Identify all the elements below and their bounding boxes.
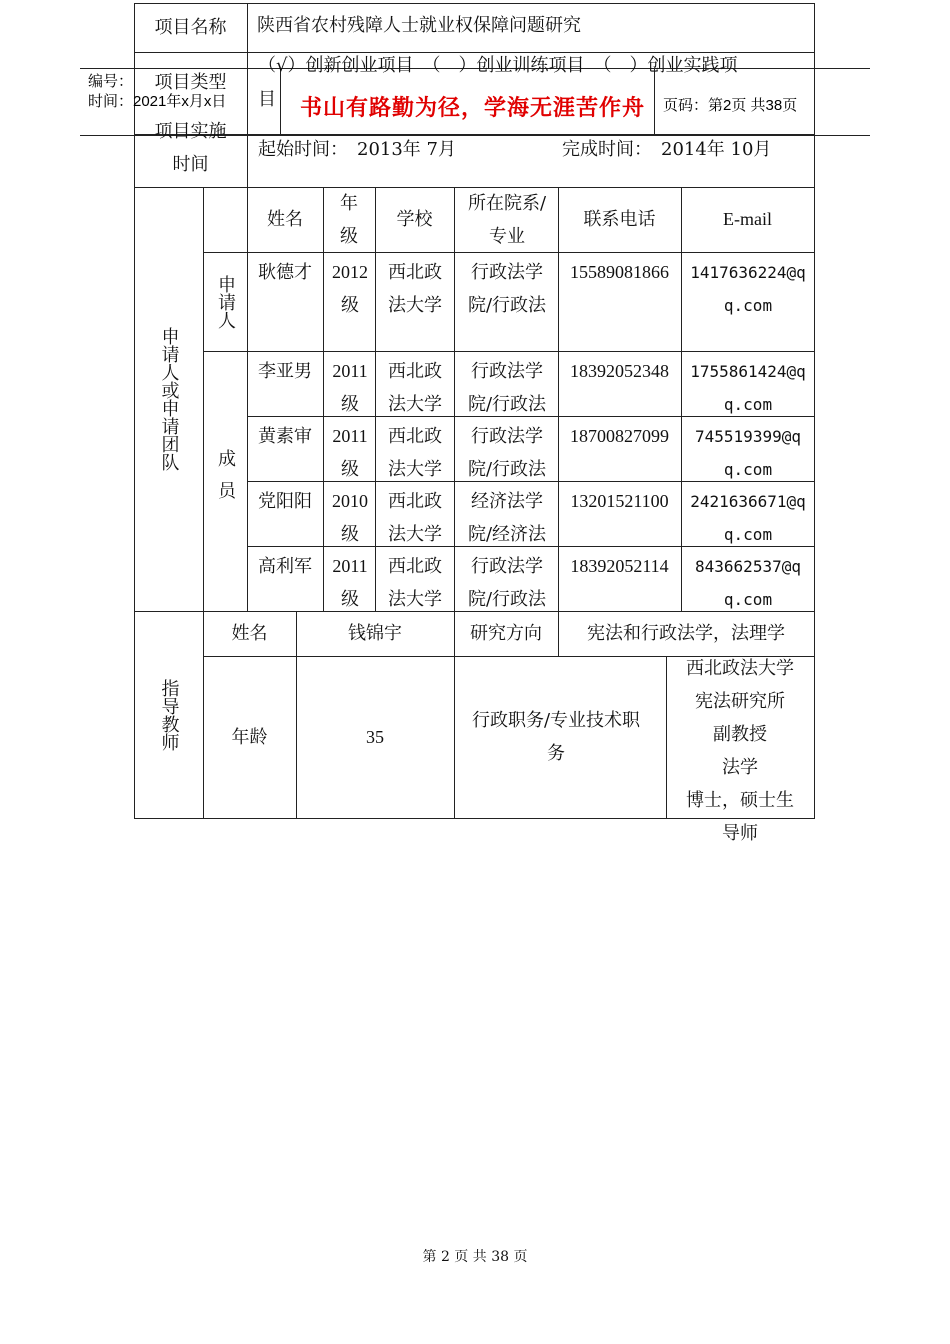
table-row-phone: 13201521100 — [570, 491, 669, 511]
position-value-line: 博士，硕士生 — [686, 790, 794, 811]
advisor-label: 指导教师 — [158, 679, 180, 751]
col-header-phone: 联系电话 — [583, 209, 656, 230]
col-header-email: E-mail — [723, 209, 772, 229]
table-row-name: 高利军 — [258, 556, 312, 577]
table-row-phone: 15589081866 — [570, 262, 669, 282]
table-row-name: 李亚男 — [258, 361, 312, 382]
table-row-school: 西北政法大学 — [388, 361, 442, 415]
members-label: 成员 — [215, 449, 236, 513]
project-type-options: （√）创新创业项目 （ ）创业训练项目 （ ）创业实践项 — [258, 55, 738, 76]
document-time-label: 时间：2021年x月x日 — [88, 93, 227, 110]
table-row-email: 843662537@qq.com — [695, 557, 801, 609]
table-row-dept: 行政法学院/行政法 — [467, 361, 547, 415]
table-row-phone: 18700827099 — [570, 426, 669, 446]
document-number-label: 编号： — [88, 73, 134, 90]
header-page-label: 页码：第2页 共38页 — [663, 97, 798, 114]
position-value-line: 导师 — [722, 823, 758, 844]
age-value: 35 — [366, 726, 384, 747]
project-name-value: 陕西省农村残障人士就业权保障问题研究 — [257, 15, 581, 36]
table-row-email: 2421636671@qq.com — [690, 492, 806, 544]
table-row-school: 西北政法大学 — [388, 262, 442, 316]
table-row-phone: 18392052348 — [570, 361, 669, 381]
position-value-line: 法学 — [722, 757, 758, 778]
header-slogan: 书山有路勤为径，学海无涯苦作舟 — [300, 96, 646, 121]
table-row-name: 黄素审 — [258, 426, 312, 447]
table-row-school: 西北政法大学 — [388, 556, 442, 610]
table-row-dept: 行政法学院/行政法 — [467, 262, 547, 316]
col-header-grade: 年级 — [340, 192, 358, 247]
position-value-line: 西北政法大学 — [686, 658, 794, 679]
table-row-email: 1417636224@qq.com — [690, 263, 806, 315]
project-name-label: 项目名称 — [154, 17, 227, 38]
table-row-school: 西北政法大学 — [388, 426, 442, 480]
footer-page-number: 第 2 页 共 38 页 — [422, 1249, 528, 1265]
table-row-email: 1755861424@qq.com — [690, 362, 806, 414]
impl-time-label-line2: 时间 — [172, 154, 209, 175]
advisor-name-label: 姓名 — [231, 623, 268, 644]
research-direction-label: 研究方向 — [470, 623, 542, 644]
table-row-school: 西北政法大学 — [388, 491, 442, 545]
research-direction-value: 宪法和行政法学，法理学 — [587, 623, 785, 644]
impl-time-label-line1: 项目实施 — [154, 121, 227, 142]
table-row-name: 耿德才 — [258, 262, 312, 283]
table-row-dept: 经济法学院/经济法 — [467, 491, 547, 545]
advisor-name: 钱锦宇 — [348, 623, 402, 644]
col-header-school: 学校 — [396, 209, 433, 230]
table-row-email: 745519399@qq.com — [695, 427, 801, 479]
project-type-overflow: 目 — [258, 89, 276, 110]
table-row-dept: 行政法学院/行政法 — [467, 556, 547, 610]
table-row-name: 党阳阳 — [258, 491, 312, 512]
table-row-grade: 2011级 — [332, 426, 368, 479]
position-value — [666, 652, 814, 850]
project-type-label: 项目类型 — [154, 72, 227, 93]
position-value-line: 副教授 — [713, 724, 767, 745]
position-value-line: 宪法研究所 — [695, 691, 785, 712]
table-row-grade: 2011级 — [332, 556, 368, 609]
table-row-dept: 行政法学院/行政法 — [467, 426, 547, 480]
start-time: 起始时间： 2013年 7月 — [258, 139, 456, 160]
table-row-grade: 2012级 — [332, 262, 368, 315]
table-row-phone: 18392052114 — [570, 556, 669, 576]
team-label: 申请人或申请团队 — [158, 327, 180, 471]
col-header-name: 姓名 — [267, 209, 303, 230]
applicant-label: 申请人 — [215, 274, 236, 329]
table-row-grade: 2011级 — [332, 361, 368, 414]
table-row-grade: 2010级 — [332, 491, 368, 544]
col-header-dept: 所在院系/专业 — [467, 192, 547, 247]
end-time: 完成时间： 2014年 10月 — [562, 139, 772, 160]
position-label: 行政职务/专业技术职务 — [471, 710, 641, 764]
age-label: 年龄 — [231, 726, 268, 748]
